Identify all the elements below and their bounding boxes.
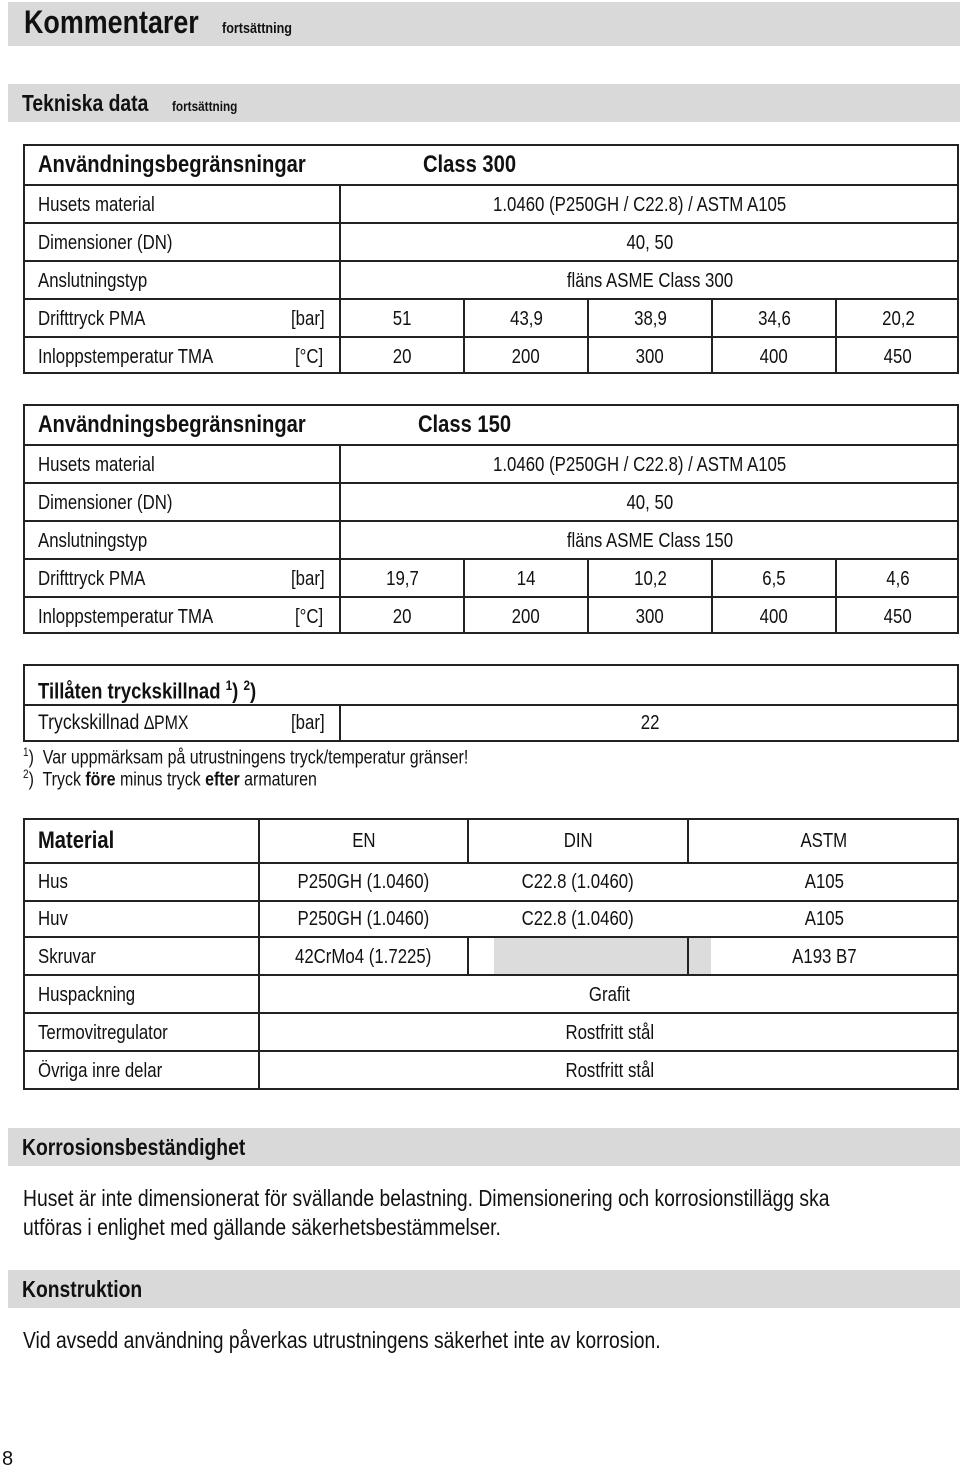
class150-pma-label: Drifttryck PMA	[38, 568, 146, 590]
class300-table	[23, 144, 959, 374]
construction-band	[8, 1270, 960, 1308]
corrosion-text-line-2: utföras i enlighet med gällande säkerhetsbestämmelser.	[23, 1214, 501, 1240]
material-row-merged: Rostfritt stål	[565, 1060, 654, 1082]
class300-dn-label: Dimensioner (DN)	[38, 232, 173, 254]
class300-tma-value: 20	[392, 346, 412, 368]
material-header-din: DIN	[563, 830, 593, 852]
material-row-astm: A105	[804, 871, 844, 893]
class300-tma-value: 300	[635, 346, 665, 368]
material-header-material: Material	[38, 827, 115, 854]
class300-tma-value: 400	[759, 346, 789, 368]
class300-conn-value: fläns ASME Class 300	[566, 270, 734, 292]
material-row-name: Termovitregulator	[38, 1022, 168, 1044]
class150-tma-unit: [°C]	[295, 606, 324, 628]
pressure-diff-unit: [bar]	[291, 712, 325, 734]
corrosion-title: Korrosionsbeständighet	[22, 1134, 246, 1160]
class300-pma-value: 51	[392, 308, 412, 330]
pressure-diff-label: Tryckskillnad ∆PMX	[38, 711, 189, 734]
material-row-name: Hus	[38, 871, 68, 893]
class300-material-value: 1.0460 (P250GH / C22.8) / ASTM A105	[493, 194, 787, 216]
class300-tma-label: Inloppstemperatur TMA	[38, 346, 214, 368]
class150-pma-unit: [bar]	[291, 568, 325, 590]
class150-conn-label: Anslutningstyp	[38, 530, 148, 552]
page-title: Kommentarer	[24, 4, 199, 40]
material-row-name: Huspackning	[38, 984, 136, 1006]
class150-tma-label: Inloppstemperatur TMA	[38, 606, 214, 628]
class150-material-label: Husets material	[38, 454, 155, 476]
material-header-astm: ASTM	[800, 830, 848, 852]
class300-pma-unit: [bar]	[291, 308, 325, 330]
class300-title: Användningsbegränsningar	[38, 151, 306, 178]
material-row-name: Övriga inre delar	[38, 1060, 163, 1082]
class300-conn-label: Anslutningstyp	[38, 270, 148, 292]
class300-tma-unit: [°C]	[295, 346, 324, 368]
pressure-diff-title: Tillåten tryckskillnad $^1$) $^2$)	[38, 677, 257, 704]
class150-label: Class 150	[418, 411, 512, 438]
class150-pma-value: 4,6	[886, 568, 910, 590]
class150-tma-value: 400	[759, 606, 789, 628]
page-subtitle: fortsättning	[222, 20, 292, 37]
construction-title: Konstruktion	[22, 1276, 143, 1302]
delta-pmx-symbol: ∆PMX	[144, 713, 189, 734]
class150-dn-label: Dimensioner (DN)	[38, 492, 173, 514]
class150-conn-value: fläns ASME Class 150	[566, 530, 734, 552]
class300-pma-value: 38,9	[633, 308, 667, 330]
class150-pma-value: 10,2	[633, 568, 667, 590]
corrosion-text-line-1: Huset är inte dimensionerat för svällande belastning. Dimensionering och korrosionstillägg ska	[23, 1185, 830, 1211]
class150-dn-value: 40, 50	[626, 492, 674, 514]
tech-data-band	[8, 84, 960, 122]
class300-pma-value: 34,6	[757, 308, 791, 330]
construction-text: Vid avsedd användning påverkas utrustningens säkerhet inte av korrosion.	[23, 1327, 661, 1353]
class300-tma-value: 450	[883, 346, 913, 368]
class300-dn-value: 40, 50	[626, 232, 674, 254]
empty-shaded-cell	[494, 936, 711, 974]
material-row-din: C22.8 (1.0460)	[521, 908, 635, 930]
class300-pma-label: Drifttryck PMA	[38, 308, 146, 330]
pressure-diff-value: 22	[640, 712, 660, 734]
class150-tma-value: 20	[392, 606, 412, 628]
material-row-astm: A105	[804, 908, 844, 930]
footnote-1: $^1$) Var uppmärksam på utrustningens tryck/temperatur gränser!	[23, 745, 469, 769]
material-row-din: C22.8 (1.0460)	[521, 871, 635, 893]
material-row-astm: A193 B7	[791, 946, 857, 968]
material-row-en: P250GH (1.0460)	[297, 871, 430, 893]
class150-material-value: 1.0460 (P250GH / C22.8) / ASTM A105	[493, 454, 787, 476]
material-header-en: EN	[351, 830, 376, 852]
material-row-name: Skruvar	[38, 946, 96, 968]
material-row-en: 42CrMo4 (1.7225)	[295, 946, 432, 968]
class150-tma-value: 450	[883, 606, 913, 628]
class300-label: Class 300	[423, 151, 517, 178]
page-number: 8	[2, 1448, 14, 1470]
tech-data-title: Tekniska data	[22, 90, 149, 116]
material-row-merged: Rostfritt stål	[565, 1022, 654, 1044]
pressure-diff-table	[23, 664, 959, 742]
class150-tma-value: 200	[511, 606, 541, 628]
class150-pma-value: 6,5	[762, 568, 786, 590]
header-band	[8, 2, 960, 46]
class150-tma-value: 300	[635, 606, 665, 628]
corrosion-band	[8, 1128, 960, 1166]
material-table	[23, 818, 959, 1090]
class300-material-label: Husets material	[38, 194, 155, 216]
footnote-2: $^2$) Tryck före minus tryck efter armaturen	[23, 767, 317, 791]
class300-pma-value: 43,9	[509, 308, 543, 330]
class300-pma-value: 20,2	[881, 308, 915, 330]
material-row-name: Huv	[38, 908, 68, 930]
material-row-en: P250GH (1.0460)	[297, 908, 430, 930]
class150-title: Användningsbegränsningar	[38, 411, 306, 438]
class150-pma-value: 14	[516, 568, 536, 590]
class150-pma-value: 19,7	[385, 568, 419, 590]
class150-table	[23, 404, 959, 634]
tech-data-subtitle: fortsättning	[172, 98, 238, 114]
material-row-merged: Grafit	[588, 984, 631, 1006]
class300-tma-value: 200	[511, 346, 541, 368]
